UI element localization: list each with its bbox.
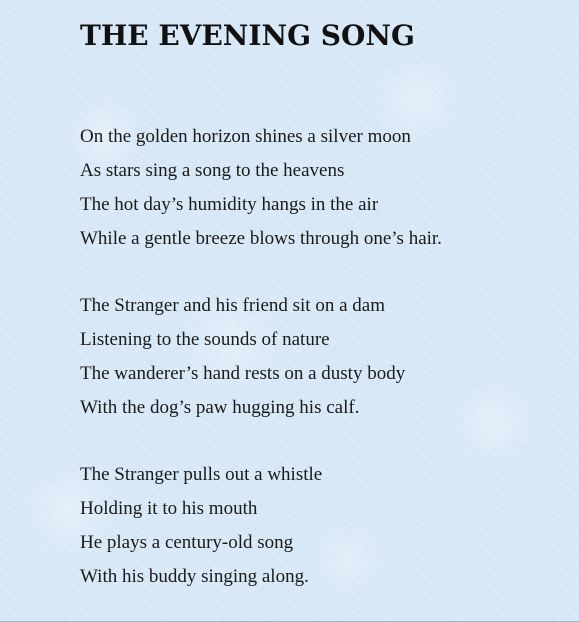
- poem-line: The Stranger and his friend sit on a dam: [80, 295, 385, 316]
- poem-line: While a gentle breeze blows through one’s hair.: [80, 228, 442, 249]
- stanza-2: [80, 292, 405, 428]
- poem-line: As stars sing a song to the heavens: [80, 160, 345, 181]
- poem-line: With his buddy singing along.: [80, 566, 309, 587]
- poem-line: The wanderer’s hand rests on a dusty body: [80, 363, 406, 384]
- stanza-3: [80, 461, 322, 597]
- poem-line: Holding it to his mouth: [80, 498, 258, 519]
- poem-line: The hot day’s humidity hangs in the air: [80, 194, 379, 215]
- poem-line: On the golden horizon shines a silver moon: [80, 126, 411, 147]
- poem-title: THE EVENING SONG: [80, 19, 415, 52]
- stanza-1: [80, 123, 442, 259]
- poem-line: Listening to the sounds of nature: [80, 329, 330, 350]
- poem-line: With the dog’s paw hugging his calf.: [80, 397, 360, 418]
- poem-line: He plays a century-old song: [80, 532, 294, 553]
- poem-line: The Stranger pulls out a whistle: [80, 464, 323, 485]
